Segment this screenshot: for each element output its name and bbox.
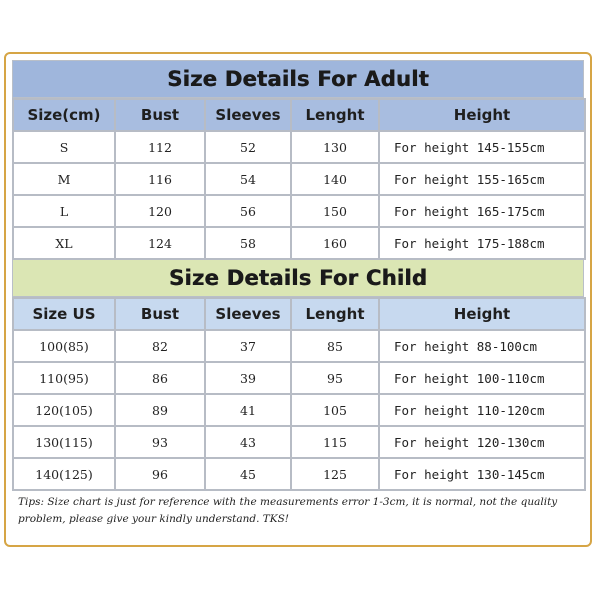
table-row [13,227,585,259]
height-cell: For height 130-145cm [379,458,585,490]
bust-cell: 89 [115,394,205,426]
size-cell: XL [13,227,115,259]
adult-section-title: Size Details For Adult [12,60,584,98]
sleeves-cell: 41 [205,394,291,426]
adult-header-row [13,99,585,131]
table-row [13,362,585,394]
size-chart-frame [4,52,592,547]
child-header-size: Size US [13,298,115,330]
sleeves-cell: 45 [205,458,291,490]
table-row [13,195,585,227]
table-row [13,131,585,163]
size-cell: 100(85) [13,330,115,362]
sleeves-cell: 39 [205,362,291,394]
adult-header-sleeves: Sleeves [205,99,291,131]
sleeves-cell: 43 [205,426,291,458]
child-section-title: Size Details For Child [12,260,584,297]
table-row [13,394,585,426]
height-cell: For height 175-188cm [379,227,585,259]
height-cell: For height 145-155cm [379,131,585,163]
length-cell: 140 [291,163,379,195]
child-header-sleeves: Sleeves [205,298,291,330]
size-cell: S [13,131,115,163]
adult-size-table [12,98,586,260]
child-header-height: Height [379,298,585,330]
bust-cell: 120 [115,195,205,227]
child-header-row [13,298,585,330]
table-row [13,458,585,490]
bust-cell: 82 [115,330,205,362]
table-row [13,330,585,362]
height-cell: For height 155-165cm [379,163,585,195]
child-size-table [12,297,586,491]
adult-header-length: Lenght [291,99,379,131]
child-header-bust: Bust [115,298,205,330]
height-cell: For height 88-100cm [379,330,585,362]
length-cell: 105 [291,394,379,426]
sleeves-cell: 54 [205,163,291,195]
size-cell: 110(95) [13,362,115,394]
table-row [13,426,585,458]
length-cell: 115 [291,426,379,458]
length-cell: 95 [291,362,379,394]
bust-cell: 86 [115,362,205,394]
length-cell: 85 [291,330,379,362]
sleeves-cell: 56 [205,195,291,227]
size-cell: 130(115) [13,426,115,458]
length-cell: 160 [291,227,379,259]
length-cell: 150 [291,195,379,227]
sleeves-cell: 58 [205,227,291,259]
adult-header-size: Size(cm) [13,99,115,131]
height-cell: For height 110-120cm [379,394,585,426]
table-row [13,163,585,195]
size-chart [12,60,584,528]
adult-header-height: Height [379,99,585,131]
bust-cell: 93 [115,426,205,458]
child-header-length: Lenght [291,298,379,330]
height-cell: For height 100-110cm [379,362,585,394]
size-cell: M [13,163,115,195]
length-cell: 125 [291,458,379,490]
size-cell: L [13,195,115,227]
size-cell: 140(125) [13,458,115,490]
sleeves-cell: 37 [205,330,291,362]
length-cell: 130 [291,131,379,163]
height-cell: For height 165-175cm [379,195,585,227]
bust-cell: 116 [115,163,205,195]
bust-cell: 112 [115,131,205,163]
adult-header-bust: Bust [115,99,205,131]
bust-cell: 96 [115,458,205,490]
size-cell: 120(105) [13,394,115,426]
size-tips-note: Tips: Size chart is just for reference with the measurements error 1-3cm, it is normal, not the quality problem, please give your kindly understand. TKS! [18,496,558,525]
bust-cell: 124 [115,227,205,259]
height-cell: For height 120-130cm [379,426,585,458]
sleeves-cell: 52 [205,131,291,163]
